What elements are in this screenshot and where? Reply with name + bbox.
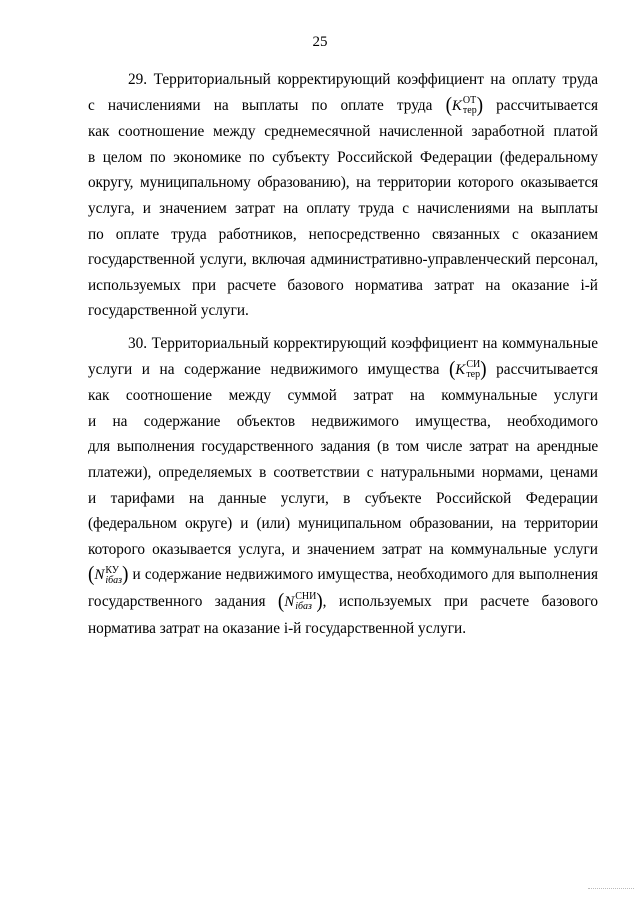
text-line: используемых при расчете базового норматива затрат на оказание i-й [88, 276, 598, 294]
formula-superscript: ОТ [462, 95, 477, 107]
formula-k-si-ter: (K СИ тер ) [448, 357, 487, 381]
text-line [88, 589, 598, 616]
text-line: для выполнения государственного задания (в том числе затрат на арендные [88, 438, 598, 456]
text-line: как соотношение между среднемесячной начисленной заработной платой [88, 123, 598, 141]
formula-subscript: тер [462, 105, 477, 117]
formula-subscript: iбаз [295, 601, 312, 613]
text-segment: услуги и на содержание недвижимого имущества [88, 360, 440, 378]
text-line: (федеральном округе) и (или) муниципальном образовании, на территории [88, 515, 598, 533]
formula-base: K [451, 97, 462, 114]
text-segment: рассчитывается [496, 360, 598, 378]
text-line: государственной услуги, включая административно-управленческий персонал, [88, 251, 598, 269]
text-line: по оплате труда работников, непосредственно связанных с оказанием [88, 225, 598, 243]
text-segment: государственного задания [88, 592, 266, 610]
formula-subscript: тер [466, 369, 481, 381]
text-line: в целом по экономике по субъекту Российской Федерации (федеральному [88, 148, 598, 166]
formula-k-ot-ter: (K ОТ тер ) [445, 93, 484, 117]
scan-edge-mark [588, 888, 634, 899]
text-line: платежи), определяемых в соответствии с натуральными нормами, ценами [88, 463, 598, 481]
formula-subscript: iбаз [105, 574, 123, 586]
text-line: и на содержание объектов недвижимого имущества, необходимого [88, 412, 598, 430]
formula-n-ku-ibaz: (N КУ iбаз ) [88, 563, 129, 587]
formula-superscript: СНИ [295, 591, 317, 603]
formula-superscript: СИ [466, 359, 481, 371]
formula-n-sni-ibaz: (N СНИ iбаз ) [277, 589, 323, 613]
text-line [88, 562, 598, 589]
text-segment: , используемых при расчете базового [322, 592, 598, 610]
text-line [88, 357, 598, 384]
text-segment: рассчитывается [496, 96, 598, 114]
text-line: как соотношение между суммой затрат на коммунальные услуги [88, 387, 598, 405]
text-line [88, 93, 598, 120]
text-line: 30. Территориальный корректирующий коэффициент на коммунальные [128, 335, 598, 352]
formula-superscript: КУ [105, 564, 119, 576]
text-line: и тарифами на данные услуги, в субъекте Российской Федерации [88, 489, 598, 507]
text-line: норматива затрат на оказание i-й государственной услуги. [88, 619, 467, 637]
text-line: округу, муниципальному образованию), на территории которого оказывается [88, 174, 598, 192]
formula-base: N [284, 593, 295, 610]
text-line: которого оказывается услуга, и значением затрат на коммунальные услуги [88, 540, 598, 558]
text-line: услуга, и значением затрат на оплату труда с начислениями на выплаты [88, 199, 598, 217]
paragraph-29 [88, 67, 598, 324]
formula-base: K [455, 361, 466, 378]
text-line: 29. Территориальный корректирующий коэффициент на оплату труда [128, 71, 598, 88]
text-segment: с начислениями на выплаты по оплате труда [88, 96, 433, 114]
paragraph-30 [88, 331, 598, 641]
page-number: 25 [312, 34, 328, 50]
formula-base: N [94, 567, 105, 584]
text-line: государственной услуги. [88, 302, 249, 320]
text-segment: и содержание недвижимого имущества, необходимого для выполнения [132, 566, 598, 584]
